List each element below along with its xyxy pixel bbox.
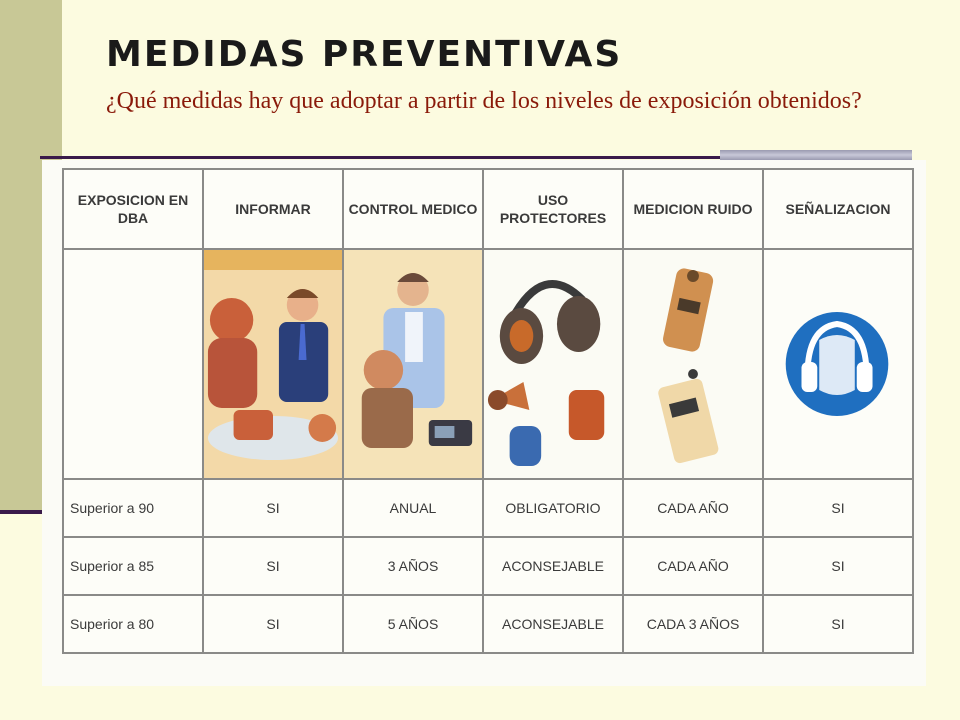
doctor-illustration (343, 249, 483, 479)
uso-protectores-cell: ACONSEJABLE (483, 595, 623, 653)
empty-exposure-cell (63, 249, 203, 479)
preventive-measures-table (62, 168, 914, 654)
table-row (63, 479, 913, 537)
title-divider-accent (720, 150, 912, 160)
header-exposure: EXPOSICION EN DBA (63, 169, 203, 249)
header-informar: INFORMAR (203, 169, 343, 249)
informar-cell: SI (203, 595, 343, 653)
control-medico-cell: 3 AÑOS (343, 537, 483, 595)
sound-meters-illustration (623, 249, 763, 479)
exposure-cell: Superior a 90 (63, 479, 203, 537)
hearing-protectors-illustration (483, 249, 623, 479)
informar-cell: SI (203, 537, 343, 595)
medicion-ruido-cell: CADA 3 AÑOS (623, 595, 763, 653)
preventive-measures-table-image (42, 160, 926, 686)
table-header-row (63, 169, 913, 249)
header-uso-protectores: USO PROTECTORES (483, 169, 623, 249)
meeting-illustration (203, 249, 343, 479)
slide-title: MEDIDAS PREVENTIVAS (106, 34, 623, 75)
header-senalizacion: SEÑALIZACION (763, 169, 913, 249)
header-medicion-ruido: MEDICION RUIDO (623, 169, 763, 249)
control-medico-cell: ANUAL (343, 479, 483, 537)
ear-protection-sign-icon (763, 249, 913, 479)
uso-protectores-cell: OBLIGATORIO (483, 479, 623, 537)
exposure-cell: Superior a 80 (63, 595, 203, 653)
illustration-row (63, 249, 913, 479)
exposure-cell: Superior a 85 (63, 537, 203, 595)
medicion-ruido-cell: CADA AÑO (623, 537, 763, 595)
uso-protectores-cell: ACONSEJABLE (483, 537, 623, 595)
left-accent-line (0, 510, 48, 514)
senalizacion-cell: SI (763, 479, 913, 537)
control-medico-cell: 5 AÑOS (343, 595, 483, 653)
informar-cell: SI (203, 479, 343, 537)
table-row (63, 595, 913, 653)
medicion-ruido-cell: CADA AÑO (623, 479, 763, 537)
senalizacion-cell: SI (763, 595, 913, 653)
table-row (63, 537, 913, 595)
senalizacion-cell: SI (763, 537, 913, 595)
header-control-medico: CONTROL MEDICO (343, 169, 483, 249)
slide-subtitle: ¿Qué medidas hay que adoptar a partir de los niveles de exposición obtenidos? (106, 88, 862, 114)
